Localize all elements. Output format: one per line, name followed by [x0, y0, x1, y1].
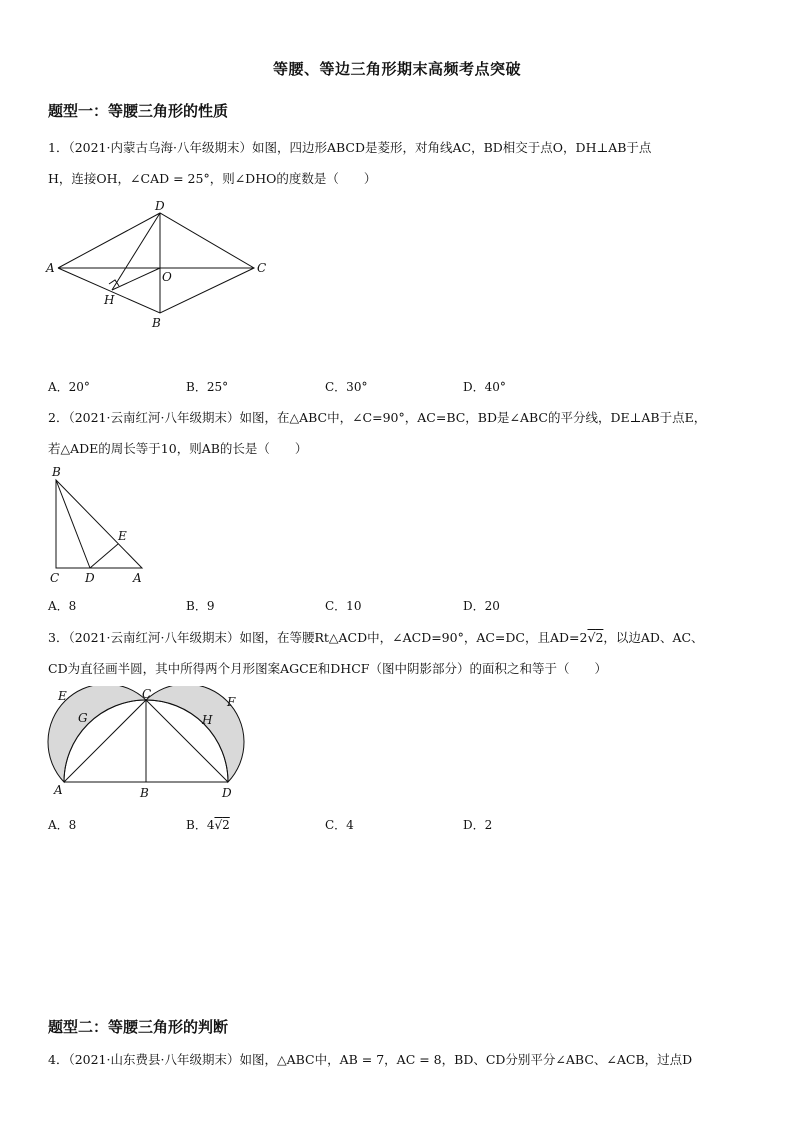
label-d: D	[85, 571, 95, 585]
question-2	[48, 402, 753, 464]
q3-option-d[interactable]: D．2	[463, 818, 493, 832]
q3-semicircle-figure	[44, 686, 254, 804]
q3-option-b[interactable]: B．4√2	[186, 818, 230, 832]
q1-rhombus-figure	[44, 198, 284, 338]
q1-option-d[interactable]: D．40°	[463, 380, 506, 394]
q2-triangle-figure	[44, 462, 164, 588]
question-3-line-1: 3．（2021·云南红河·八年级期末）如图，在等腰Rt△ACD中，∠ACD=90°，AC=DC，且AD=2√2，以边AD、AC、	[48, 630, 704, 645]
label-a: A	[46, 261, 55, 275]
label-h: H	[104, 293, 115, 307]
question-4-line-1: 4．（2021·山东费县·八年级期末）如图，△ABC中，AB = 7，AC = 8，BD、CD分别平分∠ABC、∠ACB，过点D	[48, 1052, 693, 1067]
q2-option-b[interactable]: B．9	[186, 599, 215, 613]
q1-option-b[interactable]: B．25°	[186, 380, 229, 394]
label-d: D	[155, 199, 165, 213]
label-b: B	[152, 316, 161, 330]
question-3-line-2: CD为直径画半圆，其中所得两个月形图案AGCE和DHCF（图中阴影部分）的面积之和等于（ ）	[48, 661, 607, 676]
page-title: 等腰、等边三角形期末高频考点突破	[272, 60, 521, 78]
section-heading-1: 题型一：等腰三角形的性质	[48, 102, 229, 120]
q1-option-c[interactable]: C．30°	[325, 380, 368, 394]
question-1-line-1: 1．（2021·内蒙古乌海·八年级期末）如图，四边形ABCD是菱形，对角线AC，BD相交于点O，DH⊥AB于点	[48, 140, 652, 155]
q2-option-d[interactable]: D．20	[463, 599, 500, 613]
q2-option-c[interactable]: C．10	[325, 599, 362, 613]
q1-option-a[interactable]: A．20°	[48, 380, 90, 394]
label-h: H	[202, 713, 213, 727]
label-b: B	[52, 465, 61, 479]
question-3	[48, 622, 753, 684]
label-c: C	[257, 261, 267, 275]
q3-option-c[interactable]: C．4	[325, 818, 354, 832]
question-1-line-2: H，连接OH，∠CAD = 25°，则∠DHO的度数是（ ）	[48, 171, 377, 186]
segment-bd	[56, 480, 90, 568]
label-o: O	[162, 270, 172, 284]
section-heading-2: 题型二：等腰三角形的判断	[48, 1018, 229, 1036]
label-e: E	[58, 689, 67, 703]
question-2-line-2: 若△ADE的周长等于10，则AB的长是（ ）	[48, 441, 308, 456]
label-d: D	[222, 786, 232, 800]
label-c: C	[142, 687, 152, 701]
rhombus-outline	[58, 213, 254, 313]
label-c: C	[50, 571, 60, 585]
label-f: F	[227, 695, 236, 709]
question-1	[48, 132, 753, 194]
label-b: B	[140, 786, 149, 800]
label-a: A	[54, 783, 63, 797]
segment-de	[90, 544, 118, 568]
q3-option-a[interactable]: A．8	[48, 818, 77, 832]
label-g: G	[78, 711, 88, 725]
q2-option-a[interactable]: A．8	[48, 599, 77, 613]
label-e: E	[118, 529, 127, 543]
label-a: A	[133, 571, 142, 585]
sqrt-2: √2	[587, 630, 604, 645]
question-2-line-1: 2．（2021·云南红河·八年级期末）如图，在△ABC中，∠C=90°，AC=BC，BD是∠ABC的平分线，DE⊥AB于点E，	[48, 410, 707, 425]
question-4	[48, 1044, 753, 1075]
triangle-abc	[56, 480, 142, 568]
sqrt-2-option: √2	[214, 818, 230, 832]
